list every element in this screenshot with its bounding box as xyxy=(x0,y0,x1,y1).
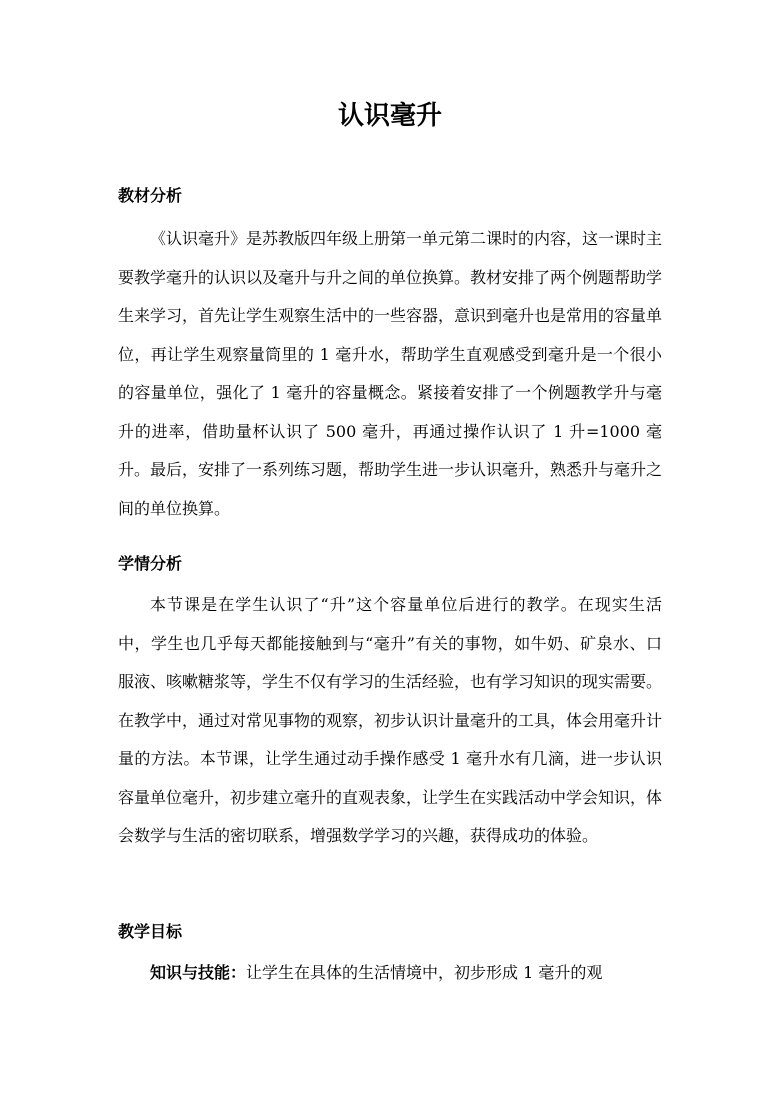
page-title: 认识毫升 xyxy=(337,101,442,131)
section-heading-student-analysis: 学情分析 xyxy=(118,554,183,573)
section-heading-textbook-analysis: 教材分析 xyxy=(118,186,183,205)
section-paragraph-teaching-goals xyxy=(118,954,662,993)
section-heading-teaching-goals: 教学目标 xyxy=(118,922,183,941)
section-paragraph-student-analysis: 本节课是在学生认识了“升”这个容量单位后进行的教学。在现实生活中，学生也几乎每天都能接触到与“毫升”有关的事物，如牛奶、矿泉水、口服液、咳嗽糖浆等，学生不仅有学习的生活经验，也有学习知识的现实需要。在教学中，通过对常见事物的观察，初步认识计量毫升的工具，体会用毫升计量的方法。本节课，让学生通过动手操作感受 1 毫升水有几滴，进一步认识容量单位毫升，初步建立毫升的直观表象，让学生在实践活动中学会知识，体会数学与生活的密切联系，增强数学学习的兴趣，获得成功的体验。 xyxy=(118,595,663,845)
section-paragraph-textbook-analysis: 《认识毫升》是苏教版四年级上册第一单元第二课时的内容，这一课时主要教学毫升的认识以及毫升与升之间的单位换算。教材安排了两个例题帮助学生来学习，首先让学生观察生活中的一些容器，意识到毫升也是常用的容量单位，再让学生观察量筒里的 1 毫升水，帮助学生直观感受到毫升是一个很小的容量单位，强化了 1 毫升的容量概念。紧接着安排了一个例题教学升与毫升的进率，借助量杯认识了 500 毫升，再通过操作认识了 1 升=1000 毫升。最后，安排了一系列练习题，帮助学生进一步认识毫升，熟悉升与毫升之间的单位换算。 xyxy=(118,229,663,518)
knowledge-skills-text: 让学生在具体的生活情境中，初步形成 1 毫升的观 xyxy=(246,963,603,982)
knowledge-skills-label: 知识与技能： xyxy=(150,963,247,982)
